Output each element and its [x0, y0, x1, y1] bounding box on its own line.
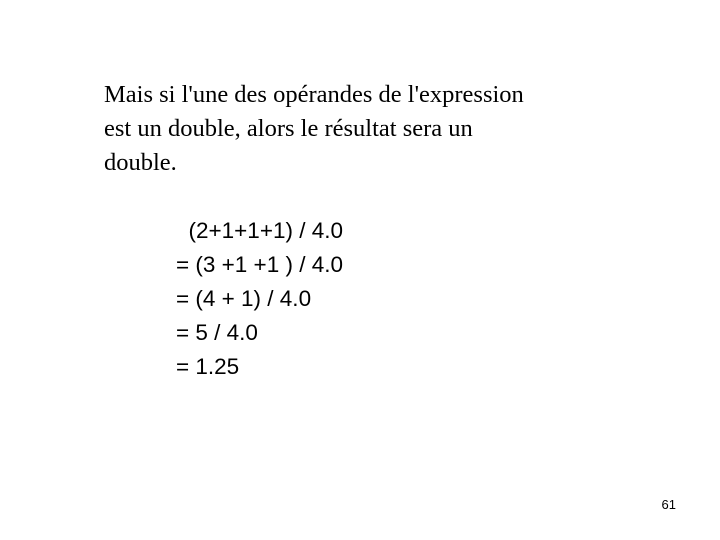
- page-number: 61: [661, 497, 676, 512]
- intro-paragraph: [104, 78, 624, 180]
- calculation-steps: [176, 214, 343, 384]
- calculation-step: = (4 + 1) / 4.0: [176, 286, 312, 311]
- calculation-step: = 1.25: [176, 354, 240, 379]
- calculation-step: (2+1+1+1) / 4.0: [176, 218, 343, 243]
- calculation-step: = 5 / 4.0: [176, 320, 258, 345]
- intro-line: Mais si l'une des opérandes de l'expression: [104, 81, 524, 108]
- calculation-step: = (3 +1 +1 ) / 4.0: [176, 252, 343, 277]
- intro-line: double.: [104, 149, 177, 176]
- intro-line: est un double, alors le résultat sera un: [104, 115, 473, 142]
